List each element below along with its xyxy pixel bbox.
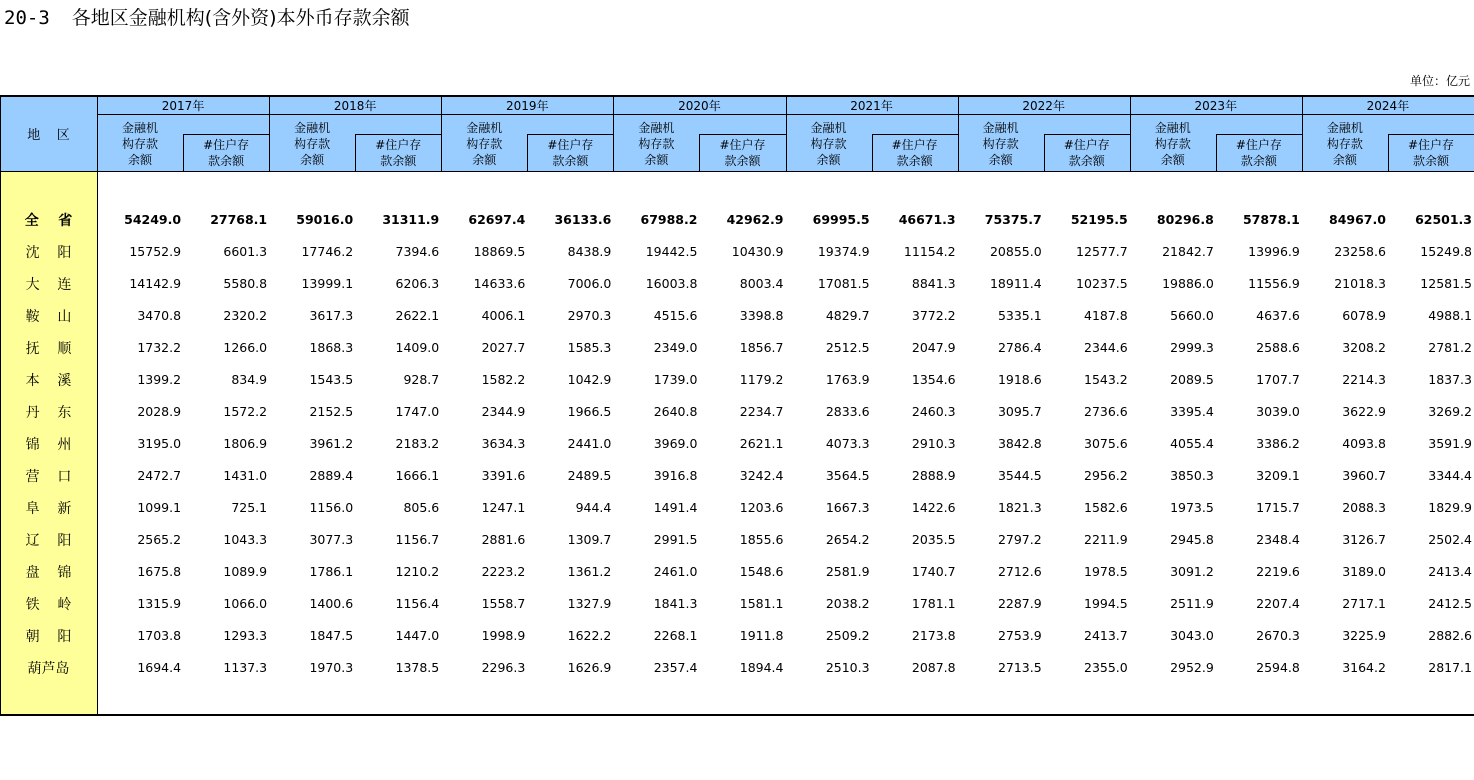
household-deposit-value: 2489.5 [567, 468, 612, 483]
household-deposit-value: 2344.6 [1084, 340, 1128, 355]
year-header: 2024年 [1366, 98, 1410, 113]
rule-header-bottom [0, 171, 1474, 172]
deposit-total-value: 2027.7 [481, 340, 526, 355]
household-deposit-value: 1156.4 [395, 596, 440, 611]
deposit-total-value: 3077.3 [309, 532, 354, 547]
household-deposit-value: 2173.8 [911, 628, 956, 643]
household-deposit-value: 1829.9 [1428, 500, 1472, 515]
deposit-total-value: 17746.2 [301, 244, 354, 259]
deposit-total-value: 5335.1 [997, 308, 1042, 323]
region-label: 葫芦岛 [27, 661, 70, 677]
deposit-total-value: 1998.9 [481, 628, 526, 643]
household-deposit-value: 12577.7 [1076, 244, 1128, 259]
deposit-total-value: 2214.3 [1342, 372, 1386, 387]
deposit-total-value: 2654.2 [825, 532, 870, 547]
household-deposit-value: 944.4 [575, 500, 612, 515]
household-deposit-value: 1293.3 [223, 628, 268, 643]
rule-sub-split [183, 134, 269, 135]
household-deposit-value: 2320.2 [223, 308, 268, 323]
year-header: 2018年 [333, 98, 377, 113]
deposit-total-value: 1847.5 [309, 628, 354, 643]
deposit-total-header: 金融机 构存款 余额 [294, 121, 331, 167]
deposit-total-value: 3164.2 [1342, 660, 1386, 675]
household-deposit-value: 1210.2 [395, 564, 440, 579]
household-deposit-value: 1966.5 [567, 404, 612, 419]
household-deposit-value: 2035.5 [911, 532, 956, 547]
deposit-total-value: 14633.6 [473, 276, 526, 291]
household-deposit-value: 8438.9 [567, 244, 612, 259]
page-title [4, 4, 410, 32]
household-deposit-value: 1309.7 [567, 532, 612, 547]
deposit-total-value: 2581.9 [825, 564, 870, 579]
deposit-total-value: 2511.9 [1170, 596, 1214, 611]
deposit-total-value: 3842.8 [997, 436, 1042, 451]
deposit-total-value: 1918.6 [997, 372, 1042, 387]
region-header: 地 区 [27, 127, 70, 143]
household-deposit-value: 3386.2 [1256, 436, 1300, 451]
household-deposit-value: 1431.0 [223, 468, 268, 483]
deposit-total-value: 3969.0 [653, 436, 698, 451]
deposit-total-value: 2797.2 [997, 532, 1042, 547]
household-deposit-value: 1447.0 [395, 628, 440, 643]
household-deposit-value: 3344.4 [1428, 468, 1472, 483]
deposit-total-value: 1973.5 [1170, 500, 1214, 515]
deposit-total-value: 3208.2 [1342, 340, 1386, 355]
household-deposit-value: 2502.4 [1428, 532, 1472, 547]
deposit-total-value: 19442.5 [645, 244, 698, 259]
household-deposit-value: 1626.9 [567, 660, 612, 675]
household-deposit-value: 1378.5 [395, 660, 440, 675]
deposit-total-value: 3395.4 [1170, 404, 1214, 419]
year-header: 2023年 [1194, 98, 1238, 113]
region-label: 鞍 山 [25, 309, 72, 325]
rule-sub-split [872, 134, 958, 135]
household-deposit-value: 7006.0 [567, 276, 612, 291]
household-deposit-value: 2087.8 [911, 660, 956, 675]
deposit-total-value: 4006.1 [481, 308, 526, 323]
household-deposit-value: 2956.2 [1084, 468, 1128, 483]
deposit-total-value: 2881.6 [481, 532, 526, 547]
household-deposit-value: 1548.6 [739, 564, 784, 579]
household-deposit-value: 11556.9 [1248, 276, 1300, 291]
deposit-total-value: 3622.9 [1342, 404, 1386, 419]
deposit-total-value: 2952.9 [1170, 660, 1214, 675]
household-deposit-value: 1361.2 [567, 564, 612, 579]
household-deposit-header: #住户存 款余额 [203, 137, 250, 168]
household-deposit-value: 3075.6 [1084, 436, 1128, 451]
household-deposit-value: 1837.3 [1428, 372, 1472, 387]
household-deposit-value: 2588.6 [1256, 340, 1300, 355]
deposit-total-value: 3391.6 [481, 468, 526, 483]
household-deposit-value: 4187.8 [1084, 308, 1128, 323]
household-deposit-value: 2355.0 [1084, 660, 1128, 675]
household-deposit-value: 1327.9 [567, 596, 612, 611]
deposit-total-value: 2357.4 [653, 660, 698, 675]
deposit-total-value: 2712.6 [997, 564, 1042, 579]
household-deposit-value: 11154.2 [903, 244, 956, 259]
household-deposit-value: 2219.6 [1256, 564, 1300, 579]
deposit-total-value: 3617.3 [309, 308, 354, 323]
deposit-total-header: 金融机 构存款 余额 [1326, 121, 1363, 167]
household-deposit-value: 1622.2 [567, 628, 612, 643]
household-deposit-value: 1585.3 [567, 340, 612, 355]
year-header: 2022年 [1022, 98, 1065, 113]
deposit-total-value: 14142.9 [129, 276, 182, 291]
household-deposit-value: 725.1 [231, 500, 268, 515]
region-label: 丹 东 [25, 405, 72, 421]
deposit-total-value: 1315.9 [137, 596, 182, 611]
deposit-total-value: 2088.3 [1342, 500, 1386, 515]
deposit-total-value: 1868.3 [309, 340, 354, 355]
deposit-total-value: 2713.5 [997, 660, 1042, 675]
household-deposit-value: 8003.4 [739, 276, 784, 291]
household-deposit-value: 36133.6 [554, 212, 612, 227]
deposit-total-value: 2512.5 [825, 340, 870, 355]
deposit-total-value: 18911.4 [989, 276, 1042, 291]
household-deposit-value: 2412.5 [1428, 596, 1472, 611]
year-header: 2019年 [506, 98, 549, 113]
household-deposit-value: 3242.4 [739, 468, 784, 483]
deposit-total-value: 5660.0 [1170, 308, 1214, 323]
region-label: 全 省 [24, 213, 73, 229]
household-deposit-header: #住户存 款余额 [375, 137, 422, 168]
deposit-total-value: 1558.7 [481, 596, 526, 611]
household-deposit-value: 7394.6 [395, 244, 440, 259]
deposit-total-value: 2349.0 [653, 340, 698, 355]
household-deposit-value: 2736.6 [1084, 404, 1128, 419]
deposit-total-value: 54249.0 [124, 212, 182, 227]
deposit-total-value: 2565.2 [137, 532, 182, 547]
deposit-total-value: 1099.1 [137, 500, 182, 515]
household-deposit-value: 2413.4 [1428, 564, 1472, 579]
region-label: 盘 锦 [25, 565, 72, 581]
deposit-total-value: 2991.5 [653, 532, 698, 547]
household-deposit-header: #住户存 款余额 [1063, 137, 1110, 168]
household-deposit-value: 1582.6 [1084, 500, 1128, 515]
household-deposit-value: 1894.4 [739, 660, 784, 675]
deposit-total-value: 3470.8 [137, 308, 182, 323]
deposit-total-value: 2223.2 [481, 564, 526, 579]
rule-sub-split [1388, 134, 1474, 135]
household-deposit-value: 1409.0 [395, 340, 440, 355]
household-deposit-value: 2888.9 [911, 468, 956, 483]
household-deposit-value: 2413.7 [1084, 628, 1128, 643]
household-deposit-value: 2348.4 [1256, 532, 1300, 547]
deposit-total-value: 2786.4 [997, 340, 1042, 355]
deposit-total-value: 3225.9 [1342, 628, 1386, 643]
household-deposit-value: 4637.6 [1256, 308, 1300, 323]
deposit-total-value: 2472.7 [137, 468, 182, 483]
household-deposit-value: 13996.9 [1248, 244, 1300, 259]
household-deposit-value: 1066.0 [223, 596, 268, 611]
deposit-total-value: 69995.5 [812, 212, 870, 227]
region-label: 沈 阳 [25, 245, 72, 261]
deposit-total-value: 19886.0 [1162, 276, 1214, 291]
household-deposit-value: 6206.3 [395, 276, 440, 291]
deposit-total-value: 1399.2 [137, 372, 182, 387]
deposit-total-value: 2296.3 [481, 660, 526, 675]
deposit-total-value: 4073.3 [825, 436, 870, 451]
deposit-total-value: 1543.5 [309, 372, 354, 387]
household-deposit-value: 1354.6 [911, 372, 956, 387]
household-deposit-value: 1781.1 [911, 596, 956, 611]
household-deposit-value: 10237.5 [1076, 276, 1128, 291]
deposit-total-value: 6078.9 [1342, 308, 1386, 323]
year-header: 2020年 [678, 98, 721, 113]
household-deposit-value: 1994.5 [1084, 596, 1128, 611]
deposit-total-value: 2945.8 [1170, 532, 1214, 547]
deposit-total-value: 23258.6 [1334, 244, 1386, 259]
rule-sub-split [527, 134, 613, 135]
region-label: 大 连 [25, 277, 72, 293]
household-deposit-value: 2621.1 [739, 436, 784, 451]
deposit-total-value: 1400.6 [309, 596, 354, 611]
deposit-total-value: 20855.0 [989, 244, 1042, 259]
household-deposit-value: 4988.1 [1428, 308, 1472, 323]
region-label: 辽 阳 [25, 533, 72, 549]
household-deposit-value: 1707.7 [1256, 372, 1300, 387]
deposit-total-value: 3544.5 [997, 468, 1042, 483]
household-deposit-value: 8841.3 [911, 276, 956, 291]
deposit-total-value: 3043.0 [1170, 628, 1214, 643]
deposit-total-header: 金融机 构存款 余额 [638, 121, 675, 167]
household-deposit-value: 1581.1 [739, 596, 784, 611]
household-deposit-value: 2207.4 [1256, 596, 1300, 611]
household-deposit-value: 1715.7 [1256, 500, 1300, 515]
rule-sub-split [699, 134, 785, 135]
household-deposit-value: 5580.8 [223, 276, 268, 291]
deposit-total-value: 4055.4 [1170, 436, 1214, 451]
deposit-total-value: 2089.5 [1170, 372, 1214, 387]
deposit-total-header: 金融机 构存款 余额 [466, 121, 503, 167]
household-deposit-value: 1740.7 [911, 564, 956, 579]
deposit-total-value: 21842.7 [1162, 244, 1214, 259]
unit-label: 单位：亿元 [1409, 74, 1470, 88]
deposit-total-value: 15752.9 [129, 244, 182, 259]
deposit-total-value: 3126.7 [1342, 532, 1386, 547]
household-deposit-header: #住户存 款余额 [1235, 137, 1282, 168]
deposit-total-value: 21018.3 [1334, 276, 1386, 291]
deposit-total-value: 3961.2 [309, 436, 354, 451]
deposit-total-value: 1970.3 [309, 660, 354, 675]
deposit-total-value: 1821.3 [997, 500, 1042, 515]
household-deposit-header: #住户存 款余额 [719, 137, 766, 168]
deposit-total-value: 1732.2 [137, 340, 182, 355]
household-deposit-value: 1422.6 [911, 500, 956, 515]
household-deposit-value: 52195.5 [1070, 212, 1128, 227]
household-deposit-value: 1855.6 [739, 532, 784, 547]
deposit-total-value: 17081.5 [817, 276, 870, 291]
household-deposit-value: 3209.1 [1256, 468, 1300, 483]
household-deposit-value: 57878.1 [1242, 212, 1300, 227]
deposit-total-value: 3634.3 [481, 436, 526, 451]
household-deposit-value: 1042.9 [567, 372, 612, 387]
table-number: 20-3 [4, 7, 50, 29]
household-deposit-value: 805.6 [403, 500, 440, 515]
deposit-total-value: 1763.9 [825, 372, 870, 387]
household-deposit-value: 2211.9 [1084, 532, 1128, 547]
deposit-total-value: 84967.0 [1329, 212, 1386, 227]
household-deposit-value: 3398.8 [739, 308, 784, 323]
deposit-total-value: 4093.8 [1342, 436, 1386, 451]
household-deposit-value: 6601.3 [223, 244, 268, 259]
household-deposit-value: 2781.2 [1428, 340, 1472, 355]
deposit-total-value: 59016.0 [296, 212, 354, 227]
household-deposit-value: 1978.5 [1084, 564, 1128, 579]
year-header: 2017年 [161, 98, 205, 113]
household-deposit-value: 1747.0 [395, 404, 440, 419]
deposit-total-value: 2889.4 [309, 468, 354, 483]
deposit-total-value: 2028.9 [137, 404, 182, 419]
household-deposit-value: 62501.3 [1415, 212, 1472, 227]
household-deposit-value: 27768.1 [210, 212, 268, 227]
household-deposit-value: 42962.9 [726, 212, 784, 227]
household-deposit-value: 1156.7 [395, 532, 440, 547]
table-title: 各地区金融机构(含外资)本外币存款余额 [71, 7, 410, 29]
deposit-total-value: 3091.2 [1170, 564, 1214, 579]
deposit-total-value: 4515.6 [653, 308, 698, 323]
household-deposit-value: 1572.2 [223, 404, 268, 419]
household-deposit-value: 2047.9 [911, 340, 956, 355]
deposit-total-value: 1582.2 [481, 372, 526, 387]
household-deposit-value: 1089.9 [223, 564, 268, 579]
deposit-total-value: 2717.1 [1342, 596, 1386, 611]
region-label: 营 口 [25, 469, 72, 485]
region-label: 本 溪 [25, 373, 72, 389]
household-deposit-value: 1203.6 [739, 500, 784, 515]
deposit-total-value: 2510.3 [825, 660, 870, 675]
household-deposit-value: 2910.3 [911, 436, 956, 451]
deposit-total-value: 2038.2 [825, 596, 870, 611]
household-deposit-value: 2670.3 [1256, 628, 1300, 643]
deposit-total-value: 19374.9 [817, 244, 870, 259]
household-deposit-value: 1266.0 [223, 340, 268, 355]
household-deposit-value: 3772.2 [911, 308, 956, 323]
deposit-total-value: 3960.7 [1342, 468, 1386, 483]
region-label: 锦 州 [25, 437, 72, 453]
deposit-total-value: 1786.1 [309, 564, 354, 579]
region-label: 朝 阳 [25, 629, 72, 645]
deposit-total-value: 2640.8 [653, 404, 698, 419]
deposit-total-value: 3850.3 [1170, 468, 1214, 483]
deposit-total-value: 80296.8 [1156, 212, 1214, 227]
deposit-total-value: 2461.0 [653, 564, 698, 579]
household-deposit-value: 1856.7 [739, 340, 784, 355]
household-deposit-value: 2882.6 [1428, 628, 1472, 643]
deposit-total-value: 2509.2 [825, 628, 870, 643]
deposit-total-value: 3195.0 [137, 436, 182, 451]
household-deposit-value: 3039.0 [1256, 404, 1300, 419]
household-deposit-value: 1806.9 [223, 436, 268, 451]
household-deposit-value: 2460.3 [911, 404, 956, 419]
rule-sub-split [355, 134, 441, 135]
household-deposit-value: 3591.9 [1428, 436, 1472, 451]
deposit-total-value: 1156.0 [309, 500, 354, 515]
region-label: 铁 岭 [25, 597, 72, 613]
deposit-total-value: 3095.7 [997, 404, 1042, 419]
household-deposit-header: #住户存 款余额 [1407, 137, 1454, 168]
household-deposit-value: 928.7 [403, 372, 440, 387]
deposit-total-value: 1694.4 [137, 660, 182, 675]
household-deposit-header: #住户存 款余额 [891, 137, 938, 168]
household-deposit-value: 2234.7 [739, 404, 784, 419]
rule-sub-split [1216, 134, 1302, 135]
household-deposit-value: 1179.2 [739, 372, 784, 387]
region-label: 阜 新 [25, 501, 72, 517]
household-deposit-value: 15249.8 [1420, 244, 1472, 259]
household-deposit-value: 2441.0 [567, 436, 612, 451]
deposit-total-value: 2287.9 [997, 596, 1042, 611]
deposit-total-value: 1841.3 [653, 596, 698, 611]
deposit-total-value: 3564.5 [825, 468, 870, 483]
deposit-total-value: 4829.7 [825, 308, 870, 323]
rule-bottom [0, 714, 1474, 716]
deposit-total-value: 13999.1 [301, 276, 354, 291]
household-deposit-value: 2817.1 [1428, 660, 1472, 675]
deposit-total-value: 3916.8 [653, 468, 698, 483]
household-deposit-value: 46671.3 [898, 212, 956, 227]
household-deposit-value: 1043.3 [223, 532, 268, 547]
deposit-total-value: 1675.8 [137, 564, 182, 579]
deposit-total-header: 金融机 构存款 余额 [122, 121, 159, 167]
household-deposit-value: 1911.8 [739, 628, 784, 643]
household-deposit-value: 2622.1 [395, 308, 440, 323]
deposit-total-value: 18869.5 [473, 244, 526, 259]
deposit-total-value: 1703.8 [137, 628, 182, 643]
deposit-total-value: 2344.9 [481, 404, 526, 419]
deposit-total-header: 金融机 构存款 余额 [1154, 121, 1191, 167]
deposit-total-value: 1739.0 [653, 372, 698, 387]
deposit-total-value: 2833.6 [825, 404, 870, 419]
year-header: 2021年 [850, 98, 893, 113]
household-deposit-value: 2970.3 [567, 308, 612, 323]
household-deposit-value: 1137.3 [223, 660, 268, 675]
deposit-total-header: 金融机 构存款 余额 [810, 121, 847, 167]
deposit-total-header: 金融机 构存款 余额 [982, 121, 1019, 167]
deposit-total-value: 3189.0 [1342, 564, 1386, 579]
household-deposit-value: 2183.2 [395, 436, 440, 451]
rule-sub-split [1044, 134, 1130, 135]
deposit-total-value: 1247.1 [481, 500, 526, 515]
deposit-total-value: 16003.8 [645, 276, 698, 291]
deposit-total-value: 2152.5 [309, 404, 354, 419]
deposit-total-value: 2999.3 [1170, 340, 1214, 355]
deposit-total-value: 75375.7 [984, 212, 1042, 227]
household-deposit-value: 12581.5 [1420, 276, 1472, 291]
region-label: 抚 顺 [25, 341, 72, 357]
deposit-total-value: 1667.3 [825, 500, 870, 515]
deposit-total-value: 67988.2 [640, 212, 698, 227]
deposit-total-value: 62697.4 [468, 212, 526, 227]
household-deposit-value: 2594.8 [1256, 660, 1300, 675]
deposit-total-value: 2753.9 [997, 628, 1042, 643]
household-deposit-header: #住户存 款余额 [547, 137, 594, 168]
household-deposit-value: 31311.9 [382, 212, 440, 227]
household-deposit-value: 10430.9 [731, 244, 784, 259]
deposit-total-value: 2268.1 [653, 628, 698, 643]
household-deposit-value: 3269.2 [1428, 404, 1472, 419]
household-deposit-value: 1666.1 [395, 468, 440, 483]
household-deposit-value: 834.9 [231, 372, 268, 387]
household-deposit-value: 1543.2 [1084, 372, 1128, 387]
deposit-total-value: 1491.4 [653, 500, 698, 515]
